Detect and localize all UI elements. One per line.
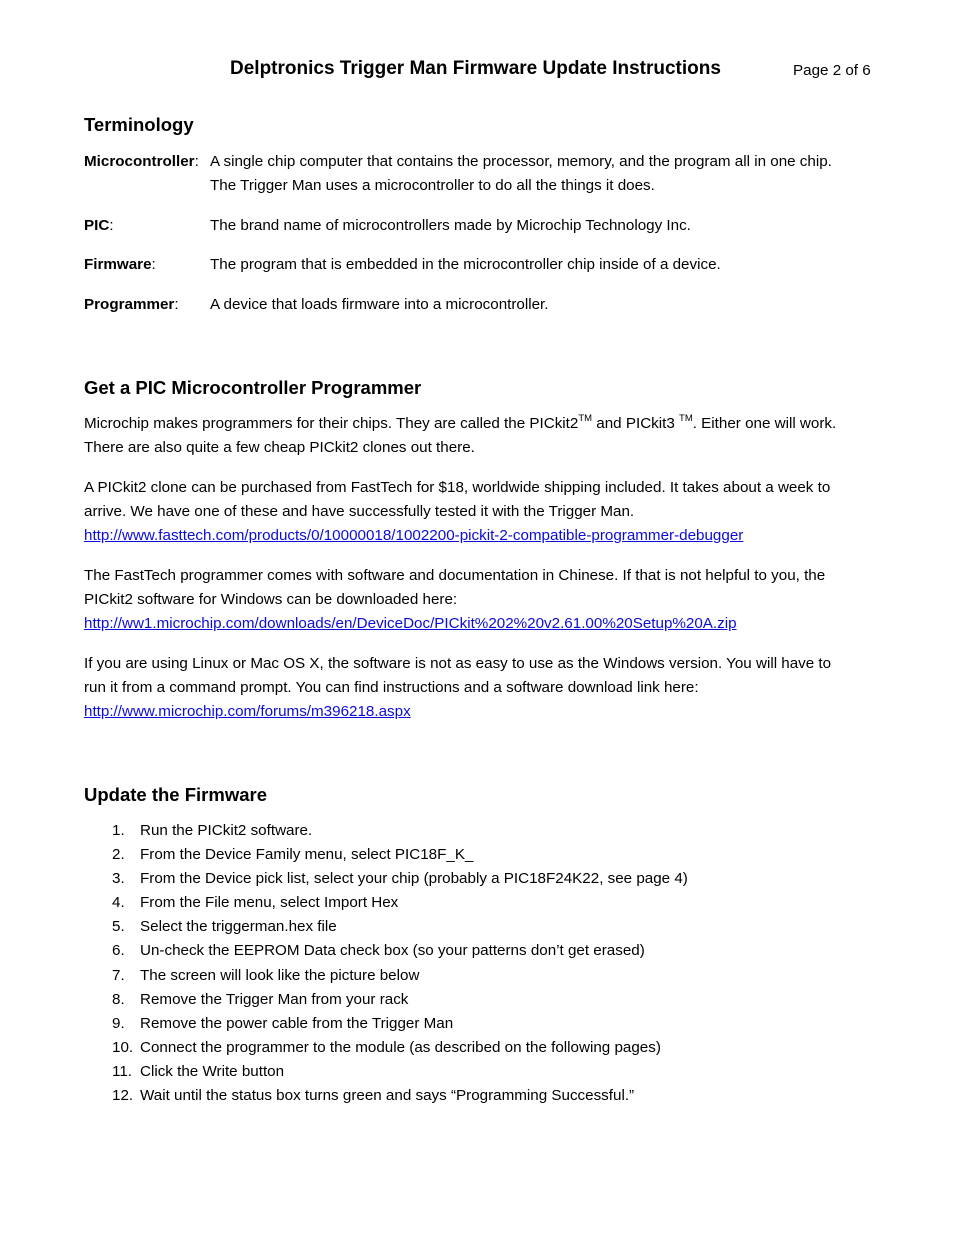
step-text: Click the Write button — [140, 1062, 285, 1080]
step-number: 4. — [112, 894, 125, 912]
definition-firmware: The program that is embedded in the microcontroller chip inside of a device. — [210, 256, 721, 273]
pickit-download-link[interactable]: http://ww1.microchip.com/downloads/en/DeviceDoc/PICkit%202%20v2.61.00%20Setup%20A.zip — [84, 615, 737, 632]
step-number: 1. — [112, 822, 125, 839]
step-number: 9. — [112, 1014, 125, 1032]
programmer-heading: Get a PIC Microcontroller Programmer — [84, 377, 422, 398]
step-text: From the Device pick list, select your chip (probably a PIC18F24K22, see page 4) — [140, 870, 688, 888]
term-microcontroller: Microcontroller: — [84, 153, 199, 170]
step-text: From the File menu, select Import Hex — [140, 894, 399, 912]
step-text: Remove the Trigger Man from your rack — [140, 990, 409, 1008]
step-number: 8. — [112, 990, 125, 1008]
paragraph-windows-software — [84, 564, 874, 636]
paragraph-programmers — [84, 412, 874, 460]
paragraph-line: There are also quite a few cheap PICkit2 clones out there. — [84, 439, 475, 456]
definition-microcontroller — [210, 150, 880, 198]
step-number: 2. — [112, 846, 125, 864]
step-number: 6. — [112, 942, 125, 960]
step-text: Un-check the EEPROM Data check box (so your patterns don’t get erased) — [140, 942, 645, 960]
step-text: Remove the power cable from the Trigger Man — [140, 1014, 454, 1032]
paragraph-line: Microchip makes programmers for their chips. They are called the PICkit2™ and PICkit3 ™. Either one will work. — [84, 412, 837, 432]
paragraph-fasttech — [84, 476, 874, 548]
paragraph-line: arrive. We have one of these and have successfully tested it with the Trigger Man. — [84, 503, 635, 520]
step-number: 3. — [112, 870, 125, 888]
definition-programmer: A device that loads firmware into a microcontroller. — [210, 296, 549, 313]
paragraph-line: PICkit2 software for Windows can be downloaded here: — [84, 591, 458, 608]
fasttech-link[interactable]: http://www.fasttech.com/products/0/10000018/1002200-pickit-2-compatible-programmer-debugger — [84, 527, 744, 544]
paragraph-line: If you are using Linux or Mac OS X, the software is not as easy to use as the Windows version. You will have to — [84, 655, 832, 672]
document-title: Delptronics Trigger Man Firmware Update Instructions — [230, 58, 721, 79]
step-text: Select the triggerman.hex file — [140, 918, 337, 936]
paragraph-linux-mac — [84, 652, 874, 724]
step-text: From the Device Family menu, select PIC18F_K_ — [140, 846, 474, 864]
page-number: Page 2 of 6 — [793, 62, 871, 79]
trademark-mark: TM — [578, 412, 593, 424]
step-number: 12. — [112, 1087, 134, 1105]
term-pic: PIC: — [84, 217, 114, 234]
step-text: Wait until the status box turns green and says “Programming Successful.” — [140, 1087, 635, 1105]
update-firmware-heading: Update the Firmware — [84, 784, 267, 805]
trademark-mark: TM — [679, 412, 693, 424]
step-text: The screen will look like the picture below — [140, 966, 420, 984]
step-text: Run the PICkit2 software. — [140, 822, 313, 839]
term-firmware: Firmware: — [84, 256, 156, 273]
term-programmer: Programmer: — [84, 296, 179, 313]
definition-line: The Trigger Man uses a microcontroller to do all the things it does. — [210, 177, 655, 194]
microchip-forum-link[interactable]: http://www.microchip.com/forums/m396218.aspx — [84, 703, 411, 720]
definition-pic: The brand name of microcontrollers made by Microchip Technology Inc. — [210, 217, 691, 234]
terminology-heading: Terminology — [84, 114, 194, 135]
step-number: 10. — [112, 1038, 134, 1056]
definition-line: A single chip computer that contains the processor, memory, and the program all in one chip. — [210, 153, 832, 170]
paragraph-line: The FastTech programmer comes with software and documentation in Chinese. If that is not helpful to you, the — [84, 567, 826, 584]
step-text: Connect the programmer to the module (as described on the following pages) — [140, 1038, 661, 1056]
paragraph-line: A PICkit2 clone can be purchased from FastTech for $18, worldwide shipping included. It takes about a week to — [84, 479, 831, 496]
step-number: 7. — [112, 966, 125, 984]
paragraph-line: run it from a command prompt. You can find instructions and a software download link here: — [84, 679, 699, 696]
step-number: 5. — [112, 918, 125, 936]
step-number: 11. — [112, 1062, 132, 1080]
